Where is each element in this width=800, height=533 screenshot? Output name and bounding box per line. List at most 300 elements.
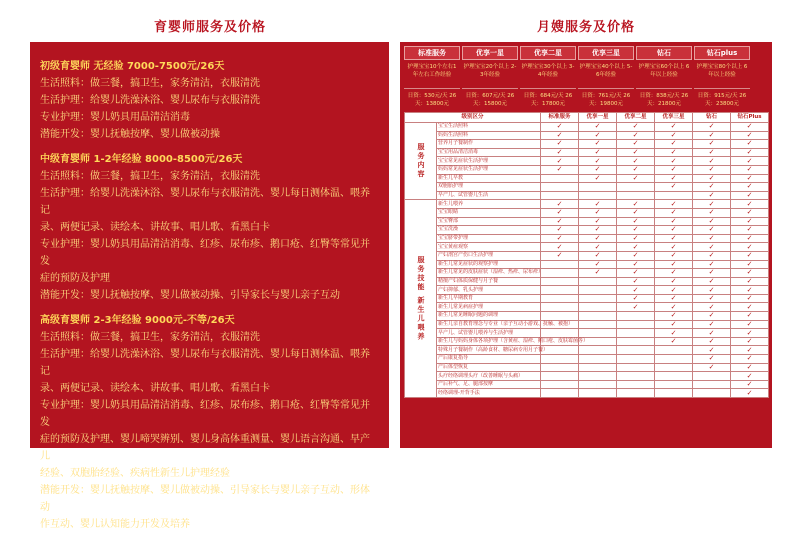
check-icon: ✓: [579, 165, 617, 174]
tier-detail-line: 生活护理：给婴儿洗澡沐浴、婴儿尿布与衣服清洗: [40, 95, 260, 106]
check-cell: [541, 260, 579, 269]
check-icon: ✓: [731, 234, 769, 243]
check-icon: ✓: [617, 200, 655, 209]
check-icon: ✓: [731, 303, 769, 312]
check-icon: ✓: [541, 251, 579, 260]
tier-detail-line: 症的预防及护理: [40, 273, 110, 284]
tier-detail-line: 症的预防及护理、婴儿啼哭辨别、婴儿身高体重测量、婴儿语言沟通、早产儿: [40, 434, 370, 462]
plan-price: 日资：607元/天 26天：15800元: [462, 88, 518, 110]
check-icon: ✓: [655, 303, 693, 312]
matrix-item: 头疗经络调理头疗（改善睡眠与头痛）: [437, 372, 541, 381]
table-row: [405, 140, 769, 149]
check-icon: ✓: [579, 226, 617, 235]
table-row: [405, 320, 769, 329]
check-cell: [541, 303, 579, 312]
check-icon: ✓: [617, 226, 655, 235]
check-icon: ✓: [579, 269, 617, 278]
table-row: [405, 277, 769, 286]
check-icon: ✓: [731, 191, 769, 200]
matrix-item: 早产儿、试管婴儿喂养与生活护理: [437, 329, 541, 338]
check-cell: [541, 183, 579, 192]
matrix-item: 宝宝生活照料: [437, 123, 541, 132]
check-cell: [617, 191, 655, 200]
check-icon: ✓: [617, 131, 655, 140]
matrix-item: 产妇剖宫产伤口生活护理: [437, 251, 541, 260]
check-cell: [579, 294, 617, 303]
check-cell: [617, 337, 655, 346]
table-row: [405, 363, 769, 372]
check-cell: [655, 389, 693, 398]
check-cell: [541, 389, 579, 398]
matrix-item: 产后体型恢复: [437, 363, 541, 372]
check-cell: [579, 363, 617, 372]
tier-heading: 初级育婴师 无经验 7000-7500元/26天: [40, 61, 225, 72]
tier-detail-line: 专业护理：婴儿奶具用品清洁消毒、红疹、尿布疹、鹅口疮、红臀等常见并发: [40, 400, 370, 428]
table-row: [405, 191, 769, 200]
tier-block: [40, 312, 379, 533]
tier-block: [40, 58, 379, 143]
check-cell: [579, 183, 617, 192]
matrix-item: 产后补气、足、腿部按摩: [437, 380, 541, 389]
check-icon: ✓: [693, 174, 731, 183]
service-matrix-table: [404, 112, 769, 398]
check-icon: ✓: [693, 320, 731, 329]
tier-detail-line: 潜能开发：婴儿抚触按摩、婴儿做被动操、引导家长与婴儿亲子互动: [40, 290, 340, 301]
check-icon: ✓: [541, 200, 579, 209]
plan-headers: [404, 46, 768, 110]
table-row: [405, 148, 769, 157]
check-icon: ✓: [655, 294, 693, 303]
check-icon: ✓: [617, 234, 655, 243]
check-icon: ✓: [731, 140, 769, 149]
matrix-header-category: 级别区分: [405, 113, 541, 123]
check-icon: ✓: [541, 140, 579, 149]
check-icon: ✓: [693, 337, 731, 346]
matrix-item: 营养月子餐制作: [437, 140, 541, 149]
check-icon: ✓: [655, 337, 693, 346]
matrix-item: 新生儿早期教育: [437, 294, 541, 303]
check-icon: ✓: [655, 217, 693, 226]
check-icon: ✓: [617, 303, 655, 312]
matrix-item: 宝宝用品清洁消毒: [437, 148, 541, 157]
table-row: [405, 286, 769, 295]
plan-description: 护理宝宝60个以上 6年以上经验: [638, 64, 690, 78]
check-cell: [541, 174, 579, 183]
tier-detail-line: 经验、双胞胎经验、疾病性新生儿护理经验: [40, 468, 230, 479]
check-icon: ✓: [655, 243, 693, 252]
check-icon: ✓: [579, 251, 617, 260]
check-icon: ✓: [731, 269, 769, 278]
tier-detail-line: 专业护理：婴儿奶具用品清洁消毒、红疹、尿布疹、鹅口疮、红臀等常见并发: [40, 239, 370, 267]
tier-detail-line: 录、两便记录、读绘本、讲故事、唱儿歌、看黑白卡: [40, 222, 270, 233]
check-icon: ✓: [655, 329, 693, 338]
check-icon: ✓: [655, 148, 693, 157]
table-row: [405, 217, 769, 226]
check-icon: ✓: [731, 294, 769, 303]
check-icon: ✓: [655, 312, 693, 321]
check-icon: ✓: [693, 140, 731, 149]
matrix-item: 妈妈常见症状生活护理: [437, 165, 541, 174]
check-icon: ✓: [731, 226, 769, 235]
check-icon: ✓: [655, 183, 693, 192]
tier-detail-line: 录、两便记录、读绘本、讲故事、唱儿歌、看黑白卡: [40, 383, 270, 394]
check-icon: ✓: [731, 200, 769, 209]
check-cell: [655, 363, 693, 372]
matrix-item: 产妇抑郁、乳头护理: [437, 286, 541, 295]
left-panel-title: 育婴师服务及价格: [153, 20, 266, 35]
check-icon: ✓: [693, 260, 731, 269]
check-icon: ✓: [693, 191, 731, 200]
check-icon: ✓: [731, 286, 769, 295]
check-icon: ✓: [579, 123, 617, 132]
check-icon: ✓: [617, 269, 655, 278]
check-icon: ✓: [617, 294, 655, 303]
check-icon: ✓: [693, 303, 731, 312]
right-panel-title: 月嫂服务及价格: [536, 20, 635, 35]
check-icon: ✓: [655, 277, 693, 286]
matrix-item: 新生儿常见症状的观察护理: [437, 260, 541, 269]
table-row: [405, 208, 769, 217]
check-cell: [541, 329, 579, 338]
matrix-header-tier: 标准服务: [541, 113, 579, 123]
table-row: [405, 372, 769, 381]
matrix-header-tier: 优享一星: [579, 113, 617, 123]
table-row: [405, 346, 769, 355]
check-cell: [541, 372, 579, 381]
matrix-item: 宝宝洗澡: [437, 226, 541, 235]
tier-detail-line: 潜能开发：婴儿抚触按摩、婴儿做被动操、引导家长与婴儿亲子互动、形体动: [40, 485, 370, 513]
check-icon: ✓: [731, 355, 769, 364]
check-cell: [655, 372, 693, 381]
plan-column: [636, 46, 692, 110]
table-row: [405, 200, 769, 209]
table-row: [405, 380, 769, 389]
check-icon: ✓: [693, 234, 731, 243]
check-cell: [579, 372, 617, 381]
check-icon: ✓: [731, 329, 769, 338]
tier-detail-line: 生活照料：做三餐，搞卫生，家务清洁，衣服清洗: [40, 78, 260, 89]
check-cell: [579, 277, 617, 286]
plan-column: [404, 46, 460, 110]
check-icon: ✓: [731, 157, 769, 166]
table-row: [405, 312, 769, 321]
table-row: [405, 234, 769, 243]
matrix-item: 早产儿、试管婴儿生活: [437, 191, 541, 200]
check-icon: ✓: [731, 363, 769, 372]
check-icon: ✓: [541, 131, 579, 140]
check-cell: [579, 312, 617, 321]
matrix-item: 产后康复指导: [437, 355, 541, 364]
table-row: [405, 123, 769, 132]
check-icon: ✓: [693, 312, 731, 321]
check-icon: ✓: [731, 320, 769, 329]
check-icon: ✓: [541, 165, 579, 174]
table-row: [405, 226, 769, 235]
check-icon: ✓: [693, 269, 731, 278]
check-cell: [617, 389, 655, 398]
check-icon: ✓: [693, 355, 731, 364]
check-icon: ✓: [693, 131, 731, 140]
check-icon: ✓: [617, 140, 655, 149]
table-row: [405, 337, 769, 346]
table-row: [405, 303, 769, 312]
check-icon: ✓: [655, 208, 693, 217]
table-row: [405, 269, 769, 278]
check-icon: ✓: [731, 251, 769, 260]
plan-name: 钻石: [636, 46, 692, 60]
check-icon: ✓: [731, 165, 769, 174]
check-icon: ✓: [541, 226, 579, 235]
check-icon: ✓: [693, 157, 731, 166]
check-cell: [541, 363, 579, 372]
matrix-item: 新生儿亲自教育理念与专业（亲子互动小游戏、抚触、被抱）: [438, 320, 574, 327]
tier-heading: 中级育婴师 1-2年经验 8000-8500元/26天: [40, 154, 243, 165]
check-cell: [617, 363, 655, 372]
table-row: [405, 157, 769, 166]
check-icon: ✓: [693, 243, 731, 252]
check-icon: ✓: [579, 200, 617, 209]
tier-detail-line: 专业护理：婴儿奶具用品清洁消毒: [40, 112, 190, 123]
check-icon: ✓: [693, 200, 731, 209]
table-row: [405, 131, 769, 140]
matrix-item: 特殊月子餐制作（高龄食材、糖尿病专用月子餐）: [438, 346, 549, 353]
check-icon: ✓: [617, 286, 655, 295]
check-cell: [579, 320, 617, 329]
check-icon: ✓: [617, 174, 655, 183]
matrix-header-tier: 钻石Plus: [731, 113, 769, 123]
tier-detail-line: 生活照料：做三餐，搞卫生，家务清洁，衣服清洗: [40, 171, 260, 182]
table-row: [405, 243, 769, 252]
check-icon: ✓: [693, 148, 731, 157]
check-icon: ✓: [731, 131, 769, 140]
check-icon: ✓: [579, 234, 617, 243]
table-row: [405, 260, 769, 269]
check-icon: ✓: [693, 217, 731, 226]
check-icon: ✓: [731, 217, 769, 226]
table-row: [405, 165, 769, 174]
check-icon: ✓: [655, 157, 693, 166]
matrix-item: 宝宝脐带护理: [437, 234, 541, 243]
table-row: [405, 183, 769, 192]
plan-name: 优享一星: [462, 46, 518, 60]
check-icon: ✓: [693, 277, 731, 286]
check-cell: [579, 286, 617, 295]
matrix-item: 新生儿常见睡眠问题的调理: [437, 312, 541, 321]
matrix-item: 新生儿常见病症护理: [437, 303, 541, 312]
check-icon: ✓: [617, 208, 655, 217]
check-cell: [617, 346, 655, 355]
check-cell: [579, 303, 617, 312]
check-icon: ✓: [693, 226, 731, 235]
check-cell: [579, 191, 617, 200]
check-icon: ✓: [655, 286, 693, 295]
check-icon: ✓: [693, 294, 731, 303]
check-icon: ✓: [693, 346, 731, 355]
check-icon: ✓: [579, 208, 617, 217]
tier-block: [40, 151, 379, 304]
check-cell: [541, 286, 579, 295]
check-icon: ✓: [655, 140, 693, 149]
check-icon: ✓: [541, 243, 579, 252]
check-icon: ✓: [655, 226, 693, 235]
check-icon: ✓: [617, 243, 655, 252]
check-icon: ✓: [693, 286, 731, 295]
matrix-item: 新生儿喂养: [437, 200, 541, 209]
check-icon: ✓: [693, 208, 731, 217]
table-row: [405, 329, 769, 338]
matrix-category: 服务技能 新生儿喂养: [405, 200, 437, 398]
check-cell: [579, 355, 617, 364]
check-cell: [579, 329, 617, 338]
plan-price: 日资：684元/天 26天：17800元: [520, 88, 576, 110]
plan-description: 护理宝宝40个以上 5-6年经验: [579, 64, 633, 78]
check-icon: ✓: [655, 174, 693, 183]
check-icon: ✓: [731, 183, 769, 192]
check-icon: ✓: [579, 174, 617, 183]
check-icon: ✓: [541, 148, 579, 157]
check-cell: [579, 346, 617, 355]
tier-detail-line: 潜能开发：婴儿抚触按摩、婴儿做被动操: [40, 129, 220, 140]
tier-detail-line: 生活照料：做三餐，搞卫生，家务清洁，衣服清洗: [40, 332, 260, 343]
table-row: [405, 174, 769, 183]
check-icon: ✓: [617, 251, 655, 260]
check-cell: [655, 191, 693, 200]
table-row: [405, 294, 769, 303]
tier-heading: 高级育婴师 2-3年经验 9000元-不等/26天: [40, 315, 235, 326]
matrix-item: 经络调理-开背手法: [437, 389, 541, 398]
check-icon: ✓: [617, 148, 655, 157]
table-row: [405, 389, 769, 398]
check-icon: ✓: [731, 123, 769, 132]
plan-description: 护理宝宝30个以上 3-4年经验: [521, 64, 575, 78]
maternity-matron-panel: [400, 42, 772, 448]
check-icon: ✓: [731, 148, 769, 157]
plan-description: 护理宝宝20个以上 2-3年经验: [463, 64, 517, 78]
check-icon: ✓: [655, 320, 693, 329]
plan-description: 护理宝宝10个左右1年左右工作经验: [407, 64, 457, 78]
check-icon: ✓: [731, 260, 769, 269]
matrix-item: 双胞胎护理: [437, 183, 541, 192]
matrix-header-tier: 优享二星: [617, 113, 655, 123]
check-cell: [693, 372, 731, 381]
check-icon: ✓: [731, 312, 769, 321]
check-icon: ✓: [541, 157, 579, 166]
check-icon: ✓: [731, 208, 769, 217]
check-cell: [617, 380, 655, 389]
check-icon: ✓: [579, 260, 617, 269]
matrix-item: 宝宝黄疸观察: [437, 243, 541, 252]
check-icon: ✓: [731, 346, 769, 355]
matrix-category: 服务内容: [405, 123, 437, 200]
plan-price: 日资：838元/天 26天：21800元: [636, 88, 692, 110]
check-icon: ✓: [731, 389, 769, 398]
check-cell: [541, 355, 579, 364]
tier-detail-line: 生活护理：给婴儿洗澡沐浴、婴儿尿布与衣服清洗、婴儿每日测体温、喂养记: [40, 349, 370, 377]
matrix-item: 宝宝臀部: [437, 217, 541, 226]
check-icon: ✓: [655, 165, 693, 174]
check-cell: [655, 355, 693, 364]
check-icon: ✓: [693, 183, 731, 192]
table-row: [405, 251, 769, 260]
check-cell: [617, 183, 655, 192]
check-cell: [693, 389, 731, 398]
plan-column: [462, 46, 518, 110]
plan-price: 日资：915元/天 26天：23800元: [694, 88, 750, 110]
plan-column: [578, 46, 634, 110]
check-icon: ✓: [655, 131, 693, 140]
matrix-header-tier: 钻石: [693, 113, 731, 123]
check-cell: [541, 191, 579, 200]
matrix-item: 新生儿常见的皮肤症状（湿疹、热疹、尿布疹）: [438, 269, 544, 276]
tier-detail-line: 作互动、婴儿认知能力开发及培养: [40, 519, 190, 530]
check-cell: [617, 312, 655, 321]
check-icon: ✓: [579, 217, 617, 226]
matrix-item: 妈妈生活照料: [437, 131, 541, 140]
plan-description: 护理宝宝80个以上 6年以上经验: [696, 64, 748, 78]
check-cell: [541, 312, 579, 321]
check-cell: [617, 329, 655, 338]
check-icon: ✓: [731, 380, 769, 389]
check-icon: ✓: [541, 217, 579, 226]
check-cell: [541, 277, 579, 286]
check-icon: ✓: [541, 123, 579, 132]
nanny-services-panel: [30, 42, 389, 530]
plan-price: 日资：530元/天 26天：13800元: [404, 88, 460, 110]
check-icon: ✓: [579, 131, 617, 140]
check-icon: ✓: [655, 123, 693, 132]
check-icon: ✓: [617, 260, 655, 269]
check-cell: [541, 380, 579, 389]
check-icon: ✓: [655, 234, 693, 243]
check-icon: ✓: [579, 148, 617, 157]
check-icon: ✓: [693, 123, 731, 132]
check-icon: ✓: [617, 157, 655, 166]
check-icon: ✓: [693, 363, 731, 372]
check-icon: ✓: [579, 243, 617, 252]
check-cell: [617, 355, 655, 364]
check-icon: ✓: [617, 123, 655, 132]
check-icon: ✓: [731, 337, 769, 346]
check-icon: ✓: [617, 165, 655, 174]
plan-column: [694, 46, 750, 110]
check-cell: [655, 346, 693, 355]
check-cell: [617, 372, 655, 381]
table-row: [405, 355, 769, 364]
check-cell: [541, 269, 579, 278]
check-cell: [579, 389, 617, 398]
check-icon: ✓: [731, 174, 769, 183]
check-icon: ✓: [731, 372, 769, 381]
check-icon: ✓: [579, 157, 617, 166]
check-icon: ✓: [693, 251, 731, 260]
plan-column: [520, 46, 576, 110]
matrix-item: 新生儿早教: [437, 174, 541, 183]
check-icon: ✓: [655, 269, 693, 278]
matrix-item: 宝宝眼睛: [437, 208, 541, 217]
matrix-item: 精擅产妇体质保健与月子餐: [437, 277, 541, 286]
check-icon: ✓: [731, 277, 769, 286]
tier-detail-line: 生活护理：给婴儿洗澡沐浴、婴儿尿布与衣服清洗、婴儿每日测体温、喂养记: [40, 188, 370, 216]
check-cell: [579, 380, 617, 389]
plan-name: 标准服务: [404, 46, 460, 60]
matrix-item: 宝宝常见症状生活护理: [437, 157, 541, 166]
matrix-header-tier: 优享三星: [655, 113, 693, 123]
check-cell: [541, 294, 579, 303]
check-icon: ✓: [655, 200, 693, 209]
plan-name: 优享二星: [520, 46, 576, 60]
check-icon: ✓: [617, 277, 655, 286]
plan-name: 钻石plus: [694, 46, 750, 60]
